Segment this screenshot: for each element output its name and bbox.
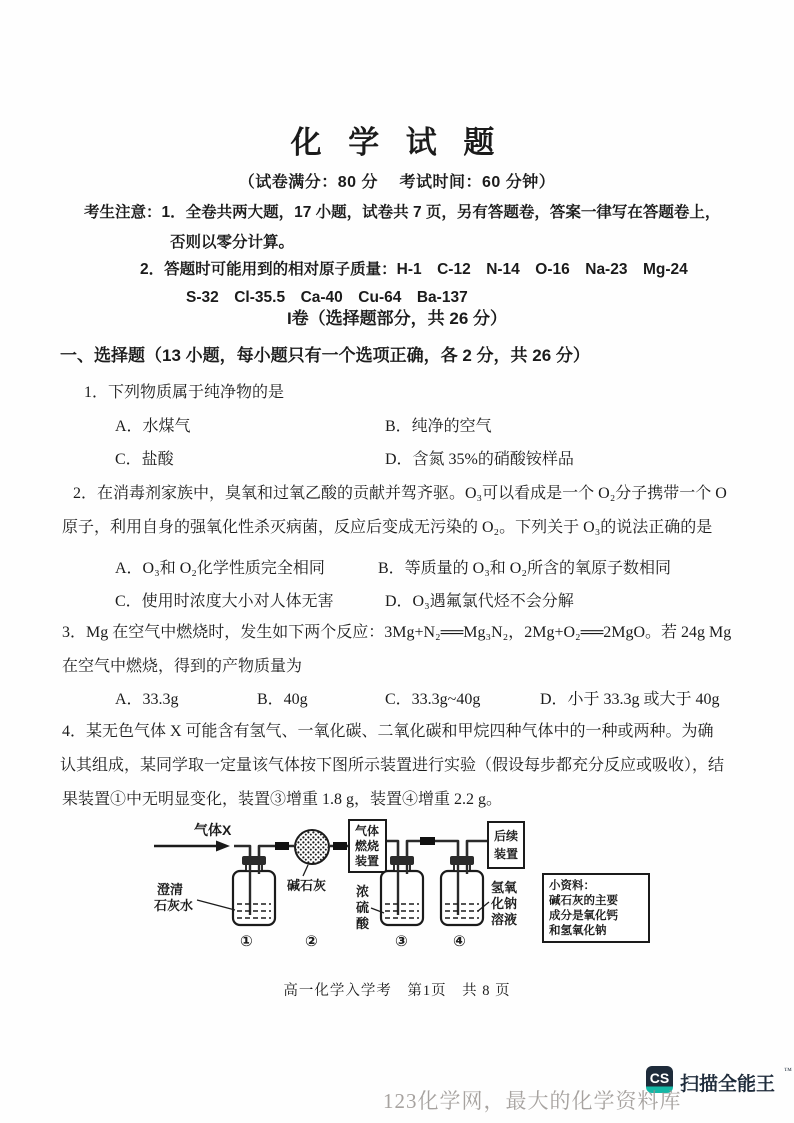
q2-option-c: C．使用时浓度大小对人体无害 [115, 593, 334, 610]
q2-option-a: A．O₃和 O₂化学性质完全相同 [115, 560, 325, 577]
page-title: 化 学 试 题 [290, 125, 504, 160]
soda-lime-ball [295, 830, 329, 864]
svg-text:装置: 装置 [494, 847, 519, 861]
limewater-label-line1: 澄清 [157, 882, 184, 897]
q3-option-d: D．小于 33.3g 或大于 40g [540, 691, 720, 708]
svg-text:小资料：: 小资料： [549, 880, 595, 892]
svg-text:装置: 装置 [355, 854, 380, 868]
part1-heading: I卷（选择题部分，共 26 分） [286, 309, 508, 328]
combustion-device-box [349, 820, 386, 872]
apparatus-diagram [152, 816, 662, 973]
soda-lime-label: 碱石灰 [287, 878, 327, 893]
device-number-3: ③ [395, 933, 408, 950]
q4-stem-line-1: 4．某无色气体 X 可能含有氢气、一氧化碳、二氧化碳和甲烷四种气体中的一种或两种。为确 [62, 723, 714, 740]
device-number-2: ② [305, 933, 318, 950]
washing-bottle-4 [441, 856, 483, 925]
device-number-4: ④ [453, 933, 466, 950]
q1-stem: 1．下列物质属于纯净物的是 [84, 384, 285, 401]
q3-stem-line-1: 3．Mg 在空气中燃烧时，发生如下两个反应：3Mg+N₂══Mg₃N₂，2Mg+O₂══2MgO。若 24g Mg [62, 624, 732, 641]
svg-text:成分是氧化钙: 成分是氧化钙 [549, 910, 618, 922]
naoh-label-line1: 氢氧 [491, 880, 518, 895]
washing-bottle-1 [233, 856, 275, 925]
q4-stem-line-3: 果装置①中无明显变化，装置③增重 1.8 g，装置④增重 2.2 g。 [62, 791, 503, 808]
section1-heading: 一、选择题（13 小题，每小题只有一个选项正确，各 2 分，共 26 分） [60, 346, 590, 365]
device-number-1: ① [240, 933, 253, 950]
acid-label-line3: 酸 [356, 916, 370, 931]
site-watermark: 123化学网，最大的化学资料库 [383, 1089, 682, 1113]
q2-option-d: D．O₃遇氟氯代烃不会分解 [385, 593, 574, 610]
gas-x-label: 气体X [194, 822, 232, 838]
q3-option-a: A．33.3g [115, 691, 179, 708]
q1-option-c: C．盐酸 [115, 451, 174, 468]
notice-line-4: S-32 Cl-35.5 Ca-40 Cu-64 Ba-137 [186, 289, 468, 306]
info-box [543, 874, 649, 942]
q2-option-b: B．等质量的 O₃和 O₂所含的氧原子数相同 [378, 560, 671, 577]
naoh-label-line2: 化钠 [491, 896, 518, 911]
trademark-symbol: ™ [784, 1066, 792, 1075]
limewater-label-line2: 石灰水 [154, 898, 194, 913]
followup-device-box [488, 822, 524, 868]
svg-text:后续: 后续 [494, 829, 519, 843]
limewater-leader-line [197, 900, 235, 910]
q3-stem-line-2: 在空气中燃烧，得到的产物质量为 [62, 658, 303, 675]
q4-stem-line-2: 认其组成，某同学取一定量该气体按下图所示装置进行实验（假设每步都充分反应或吸收），结 [60, 757, 725, 774]
q2-stem-line-1: 2．在消毒剂家族中，臭氧和过氧乙酸的贡献并驾齐驱。O₃可以看成是一个 O₂分子携带一个 O [73, 485, 727, 502]
washing-bottle-3 [381, 856, 423, 925]
q1-option-b: B．纯净的空气 [385, 418, 492, 435]
q1-option-a: A．水煤气 [115, 418, 191, 435]
notice-line-1: 考生注意：1．全卷共两大题，17 小题，试卷共 7 页，另有答题卷，答案一律写在答题卷上， [84, 204, 721, 221]
q3-option-b: B．40g [257, 691, 308, 708]
exam-info: （试卷满分：80 分 考试时间：60 分钟） [238, 174, 556, 191]
camscanner-logo-text: 扫描全能王 [680, 1074, 776, 1095]
arrowhead-icon [216, 841, 230, 852]
q2-stem-line-2: 原子，利用自身的强氧化性杀灭病菌，反应后变成无污染的 O₂。下列关于 O₃的说法正确的是 [62, 519, 713, 536]
q1-option-d: D．含氮 35%的硝酸铵样品 [385, 451, 574, 468]
naoh-label-line3: 溶液 [491, 912, 518, 927]
notice-line-2: 否则以零分计算。 [170, 234, 295, 251]
acid-label-line2: 硫 [356, 900, 370, 915]
svg-text:碱石灰的主要: 碱石灰的主要 [549, 895, 618, 907]
svg-text:和氢氧化钠: 和氢氧化钠 [549, 925, 607, 937]
page-footer: 高一化学入学考 第1页 共 8 页 [283, 983, 511, 999]
svg-text:燃烧: 燃烧 [355, 839, 380, 853]
soda-lime-leader-line [303, 865, 308, 876]
acid-label-line1: 浓 [356, 884, 370, 899]
camscanner-logo-icon: CS [646, 1066, 673, 1093]
q3-option-c: C．33.3g~40g [385, 691, 481, 708]
svg-text:气体: 气体 [355, 824, 380, 838]
notice-line-3: 2．答题时可能用到的相对原子质量：H-1 C-12 N-14 O-16 Na-23 Mg-24 [140, 261, 688, 278]
